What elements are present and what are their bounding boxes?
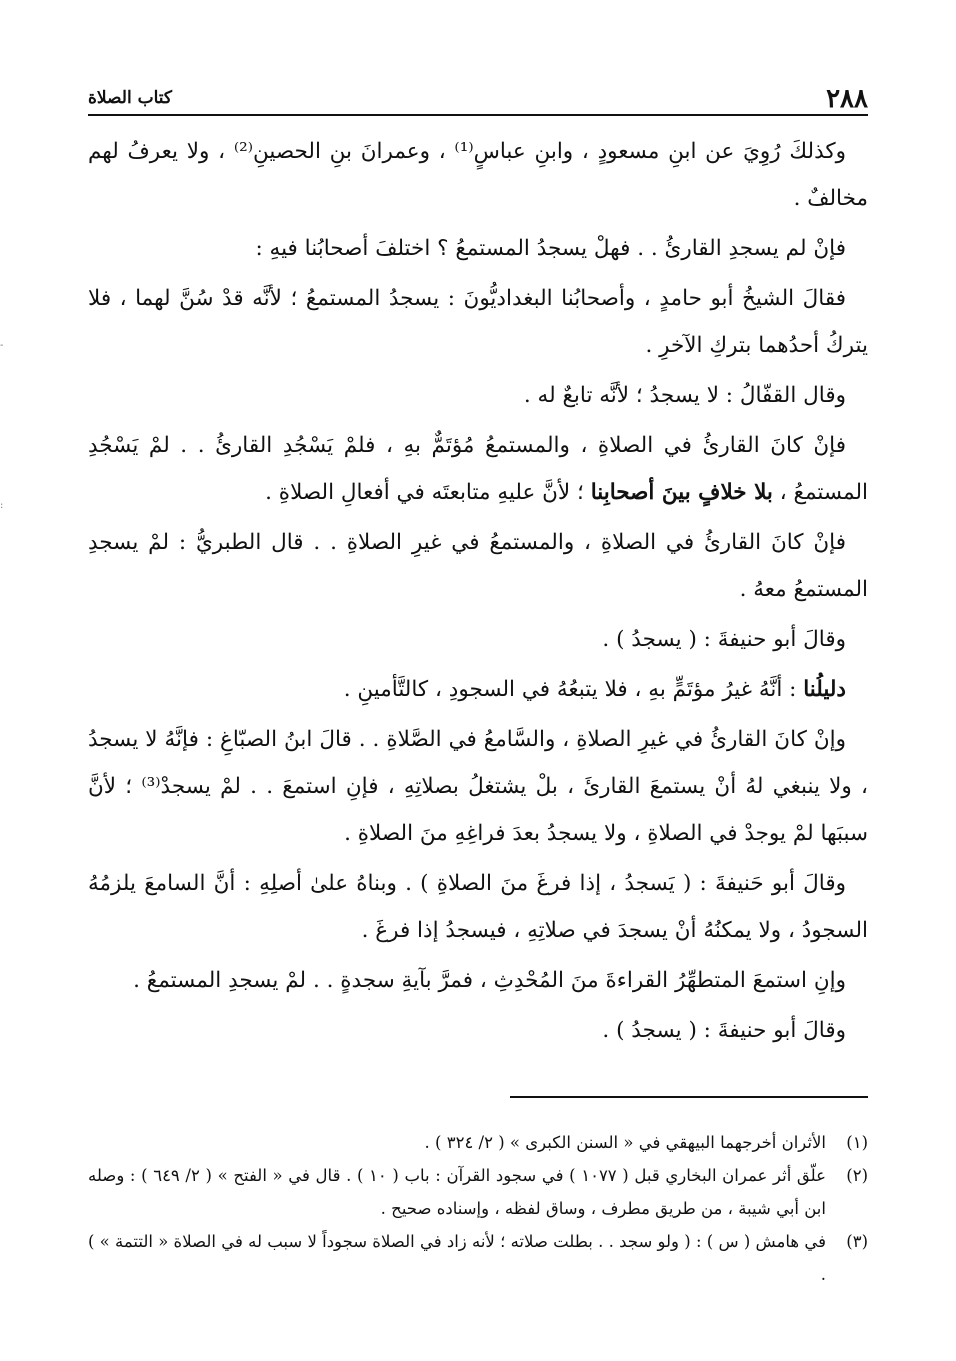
main-text <box>88 128 868 1057</box>
page-number: ٢٨٨ <box>826 84 868 114</box>
paragraph-5-text-a: فإنْ كانَ القارئُ في الصلاةِ ، والمستمعُ مُؤتَمٌّ بهِ ، فلمْ يَسْجُدِ القارئُ . . لمْ يَسْجُدِ المستمعُ ، <box>88 433 868 505</box>
footnote-text: في هامش ( س ) : ( ولو سجد . . بطلت صلاته ؛ لأنه زاد في الصلاة سجوداً لا سبب له في الصلاة « التتمة » ) . <box>88 1232 826 1284</box>
page-header <box>88 86 868 116</box>
paragraph-5-text-b: ؛ لأنَّ عليهِ متابعتَه في أفعالِ الصلاةِ . <box>265 480 591 505</box>
paragraph-1: وكذلكَ رُوِيَ عن ابنِ مسعودٍ ، وابنِ عباسٍ⁽¹⁾ ، وعمرانَ بنِ الحصينِ⁽²⁾ ، ولا يعرفُ لهم مخالفٌ . <box>88 139 868 211</box>
footnote-number: (٢) <box>846 1166 868 1185</box>
footnote-number: (٣) <box>846 1232 868 1251</box>
paragraph-5 <box>88 422 868 516</box>
book-title: كتاب الصلاة <box>88 88 173 108</box>
paragraph-7: وقالَ أبو حنيفةَ : ( يسجدُ ) . <box>602 627 846 652</box>
paragraph-9: وإنْ كانَ القارئُ في غيرِ الصلاةِ ، والسَّامعُ في الصَّلاةِ . . قالَ ابنُ الصبّاغِ : فإنَّهُ لا يسجدُ ، ولا ينبغي لهُ أنْ يستمعَ القارئَ ، بلْ يشتغلُ بصلاتِهِ ، فإنِ استمعَ . . لمْ يسجدْ⁽³⁾ ؛ لأنَّ سببَها لمْ يوجدْ في الصلاةِ ، ولا يسجدُ بعدَ فراغِهِ منَ الصلاةِ . <box>88 727 868 846</box>
footnote-1 <box>88 1126 868 1159</box>
paragraph-2: فإنْ لم يسجدِ القارئُ . . فهلْ يسجدُ المستمعُ ؟ اختلفَ أصحابُنا فيهِ : <box>255 236 846 261</box>
margin-mark: : <box>0 500 4 511</box>
evidence-label: دليلُنا <box>803 677 846 702</box>
paragraph-6: فإنْ كانَ القارئُ في الصلاةِ ، والمستمعُ في غيرِ الصلاةِ . . قال الطبريُّ : لمْ يسجدِ المستمعُ معهُ . <box>88 530 868 602</box>
paragraph-11: وإنِ استمعَ المتطهِّرُ القراءةَ منَ المُحْدِثِ ، فمرَّ بآيةِ سجدةٍ . . لمْ يسجدِ المستمعُ . <box>133 968 846 993</box>
paragraph-3: فقالَ الشيخُ أبو حامدٍ ، وأصحابُنا البغداديُّونَ : يسجدُ المستمعُ ؛ لأنَّه قدْ سُنَّ لهما ، فلا يتركُ أحدُهما بتركِ الآخرِ . <box>88 286 868 358</box>
paragraph-8-text: : أنَّهُ غيرُ مؤتَمٍّ بهِ ، فلا يتبعُهُ في السجودِ ، كالتَّأمينِ . <box>343 677 804 702</box>
paragraph-10: وقالَ أبو حَنيفةَ : ( يَسجدُ ، إذا فرغَ منَ الصلاةِ ) . وبناهُ علىٰ أصلِهِ : أنَّ السامعَ يلزمُهُ السجودُ ، ولا يمكنُهُ أنْ يسجدَ في صلاتِهِ ، فيسجدُ إذا فرغَ . <box>88 871 868 943</box>
paragraph-8 <box>88 666 868 713</box>
footnote-divider <box>510 1096 868 1098</box>
margin-mark: - <box>0 340 4 351</box>
footnote-text: علّق أثر عمران البخاري قبل ( ١٠٧٧ ) في سجود القرآن : باب ( ١٠ ) . قال في « الفتح » ( ٢/ ٦٤٩ ) : وصله ابن أبي شيبة ، من طريق مطرف ، وساق لفظه ، وإسناده صحيح . <box>88 1166 826 1218</box>
paragraph-4: وقال القفّالُ : لا يسجدُ ؛ لأنَّه تابعٌ له . <box>523 383 846 408</box>
paragraph-12: وقالَ أبو حنيفةَ : ( يسجدُ ) . <box>602 1018 846 1043</box>
footnote-number: (١) <box>846 1133 868 1152</box>
footnote-text: الأثران أخرجهما البيهقي في « السنن الكبرى » ( ٢/ ٣٢٤ ) . <box>424 1133 826 1152</box>
footnote-3 <box>88 1225 868 1291</box>
paragraph-5-bold: بلا خلافٍ بينَ أصحابِنا <box>590 480 773 505</box>
footnote-2 <box>88 1159 868 1225</box>
footnotes <box>88 1126 868 1291</box>
